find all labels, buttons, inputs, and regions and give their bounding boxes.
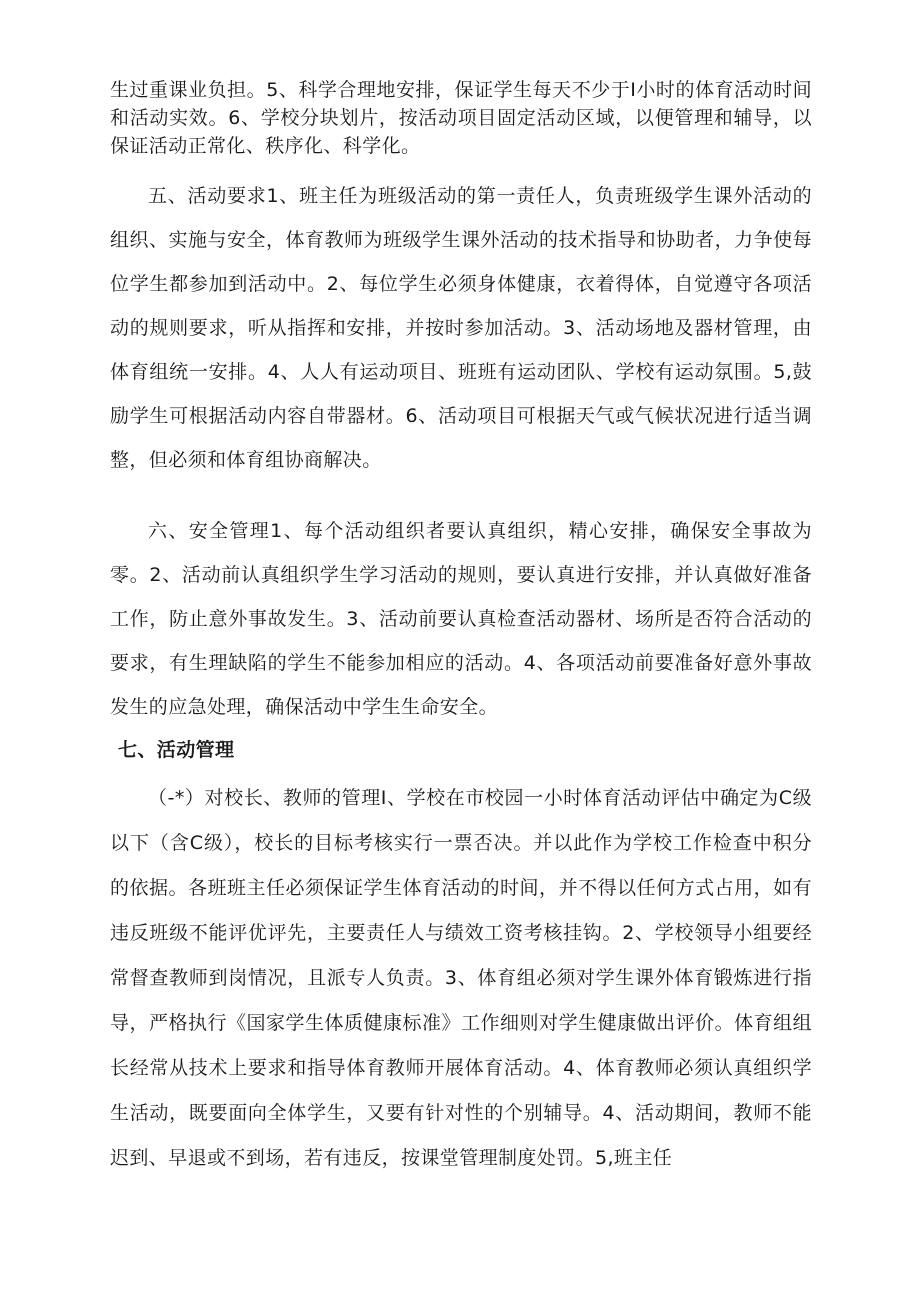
- section-5-paragraph: 五、活动要求1、班主任为班级活动的第一责任人，负责班级学生课外活动的组织、实施与安全，体育教师为班级学生课外活动的技术指导和协助者，力争使每位学生都参加到活动中。2、每位学生必须身体健康，衣着得体，自觉遵守各项活动的规则要求，听从指挥和安排，并按时参加活动。3、活动场地及器材管理，由体育组统一安排。4、人人有运动项目、班班有运动团队、学校有运动氛围。5,鼓励学生可根据活动内容自带器材。6、活动项目可根据天气或气候状况进行适当调整，但必须和体育组协商解决。: [110, 185, 812, 471]
- section-7-heading: 七、活动管理: [118, 739, 235, 761]
- section-6-paragraph: 六、安全管理1、每个活动组织者要认真组织，精心安排，确保安全事故为零。2、活动前认真组织学生学习活动的规则，要认真进行安排，并认真做好准备工作，防止意外事故发生。3、活动前要认真检查活动器材、场所是否符合活动的要求，有生理缺陷的学生不能参加相应的活动。4、各项活动前要准备好意外事故发生的应急处理，确保活动中学生生命安全。: [110, 520, 812, 718]
- intro-paragraph: 生过重课业负担。5、科学合理地安排，保证学生每天不少于I小时的体育活动时间和活动实效。6、学校分块划片，按活动项目固定活动区域，以便管理和辅导，以保证活动正常化、秩序化、科学化。: [110, 79, 812, 157]
- section-7-paragraph: （-*）对校长、教师的管理I、学校在市校园一小时体育活动评估中确定为C级以下（含C级），校长的目标考核实行一票否决。并以此作为学校工作检查中积分的依据。各班班主任必须保证学生体育活动的时间，并不得以任何方式占用，如有违反班级不能评优评先，主要责任人与绩效工资考核挂钩。2、学校领导小组要经常督查教师到岗情况，且派专人负责。3、体育组必须对学生课外体育锻炼进行指导，严格执行《国家学生体质健康标准》工作细则对学生健康做出评价。体育组组长经常从技术上要求和指导体育教师开展体育活动。4、体育教师必须认真组织学生活动，既要面向全体学生，又要有针对性的个别辅导。4、活动期间，教师不能迟到、早退或不到场，若有违反，按课堂管理制度处罚。5,班主任: [110, 787, 812, 1169]
